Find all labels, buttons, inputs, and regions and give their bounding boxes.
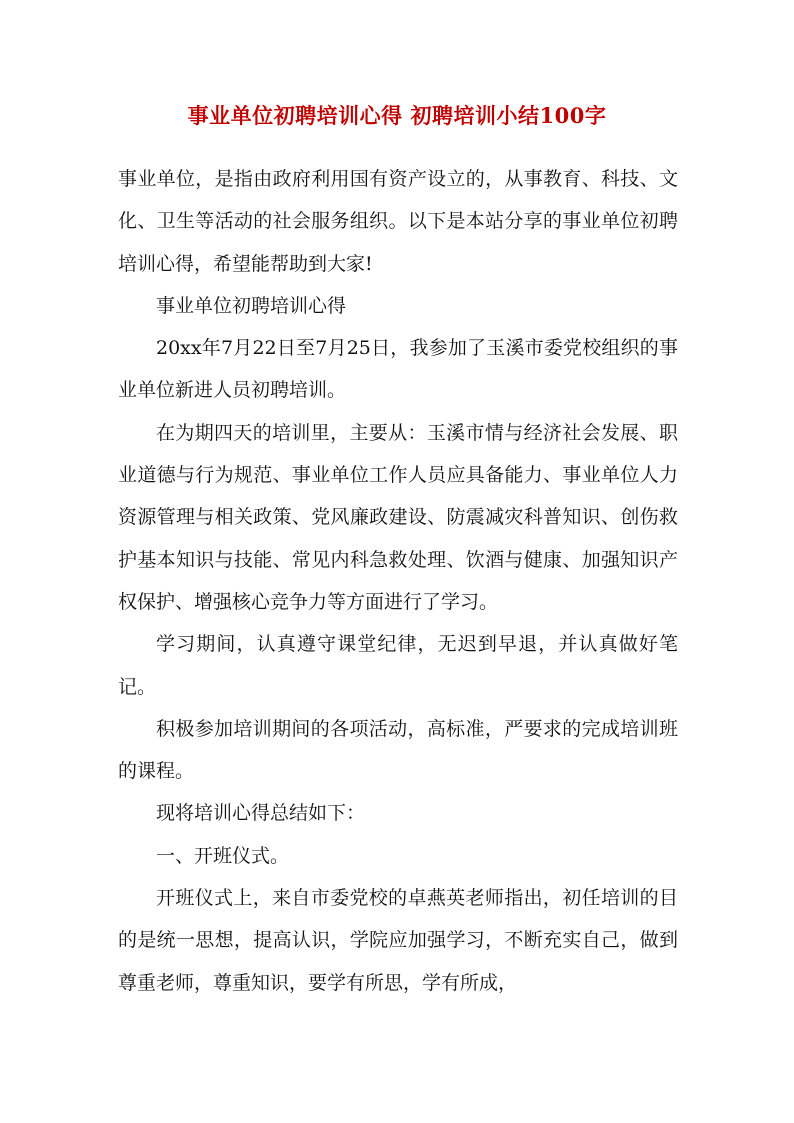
- paragraph-activities: 积极参加培训期间的各项活动，高标准，严要求的完成培训班的课程。: [118, 717, 678, 783]
- paragraph-dates: 20xx年7月22日至7月25日，我参加了玉溪市委党校组织的事业单位新进人员初聘培训。: [118, 337, 678, 402]
- paragraph-section-heading: 一、开班仪式。: [156, 844, 290, 867]
- paragraph-topics: 在为期四天的培训里，主要从：玉溪市情与经济社会发展、职业道德与行为规范、事业单位工作人员应具备能力、事业单位人力资源管理与相关政策、党风廉政建设、防震减灾科普知识、创伤救护基本知识与技能、常见内科急救处理、饮酒与健康、加强知识产权保护、增强核心竞争力等方面进行了学习。: [118, 421, 678, 613]
- paragraph-intro: 事业单位，是指由政府利用国有资产设立的，从事教育、科技、文化、卫生等活动的社会服务组织。以下是本站分享的事业单位初聘培训心得，希望能帮助到大家!: [118, 168, 678, 275]
- paragraph-summary-intro: 现将培训心得总结如下：: [156, 802, 366, 825]
- paragraph-subheading: 事业单位初聘培训心得: [156, 294, 347, 317]
- paragraph-discipline: 学习期间，认真遵守课堂纪律，无迟到早退，并认真做好笔记。: [118, 633, 678, 698]
- paragraph-opening-ceremony: 开班仪式上，来自市委党校的卓燕英老师指出，初任培训的目的是统一思想，提高认识，学院应加强学习，不断充实自己，做到尊重老师，尊重知识，要学有所思，学有所成，: [118, 887, 678, 994]
- document-title: 事业单位初聘培训心得 初聘培训小结100字: [187, 103, 607, 128]
- document-body: [118, 158, 678, 1004]
